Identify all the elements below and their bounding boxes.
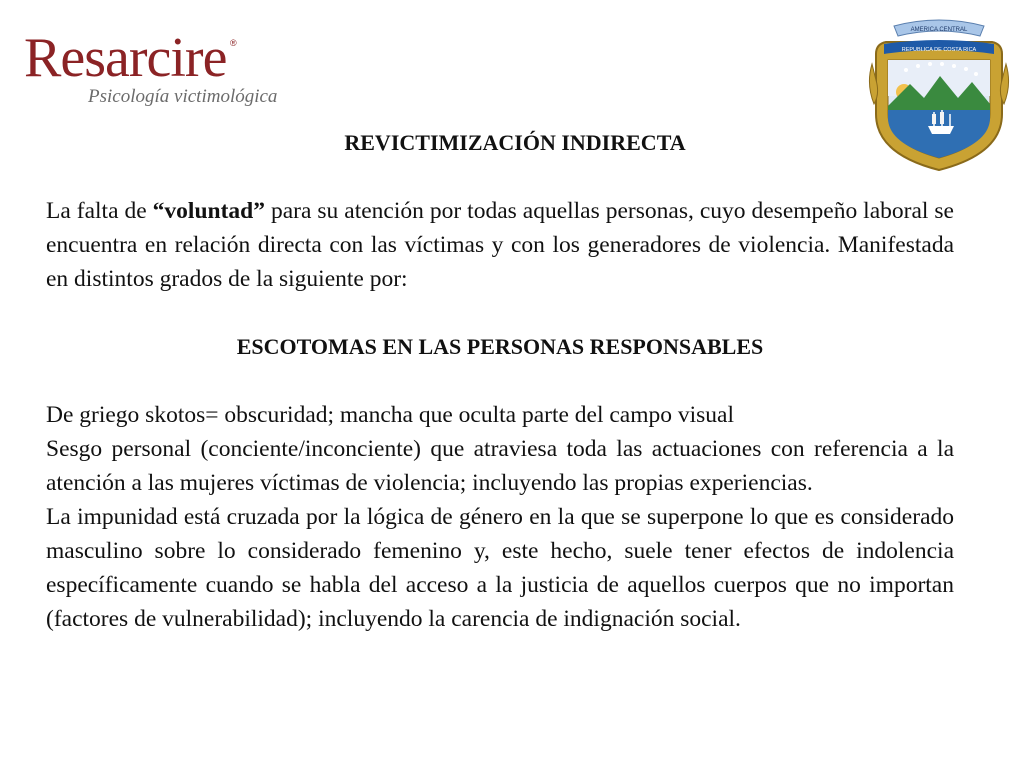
logo-wordmark: Resarcire xyxy=(24,27,227,89)
paragraph-voluntad-intro: La falta de xyxy=(46,198,153,224)
heading-escotomas: ESCOTOMAS EN LAS PERSONAS RESPONSABLES xyxy=(236,334,764,359)
registered-mark: ® xyxy=(230,38,237,48)
heading-revictimizacion: REVICTIMIZACIÓN INDIRECTA xyxy=(344,130,686,155)
paragraph-sesgo: Sesgo personal (conciente/inconciente) que atraviesa toda las actuaciones con referencia a la atención a las mujeres víctimas de violencia; incluyendo las propias experiencias. xyxy=(46,436,954,496)
voluntad-bold: “voluntad” xyxy=(152,198,265,224)
paragraph-voluntad-rest: para su atención por todas aquellas personas, cuyo desempeño laboral se encuentra en relación directa con las víctimas y con los generadores de violencia. Manifestada en distintos grados de la siguiente por: xyxy=(46,198,954,292)
paragraph-skotos: De griego skotos= obscuridad; mancha que oculta parte del campo visual xyxy=(46,402,735,428)
slide-content xyxy=(46,126,954,636)
paragraph-impunidad: La impunidad está cruzada por la lógica de género en la que se superpone lo que es considerado masculino sobre lo considerado femenino y, este hecho, suele tener efectos de indolencia específicamente cuando se habla del acceso a la justicia de aquellos cuerpos que no importan (factores de vulnerabilidad); incluyendo la carencia de indignación social. xyxy=(46,504,954,632)
resarcire-logo xyxy=(24,27,278,110)
paragraph-voluntad xyxy=(46,194,954,296)
coat-bottom-ribbon-text: REPUBLICA DE COSTA RICA xyxy=(901,47,977,53)
logo-subtitle: Psicología victimológica xyxy=(88,86,278,107)
coat-top-ribbon-text: AMERICA CENTRAL xyxy=(910,27,968,33)
